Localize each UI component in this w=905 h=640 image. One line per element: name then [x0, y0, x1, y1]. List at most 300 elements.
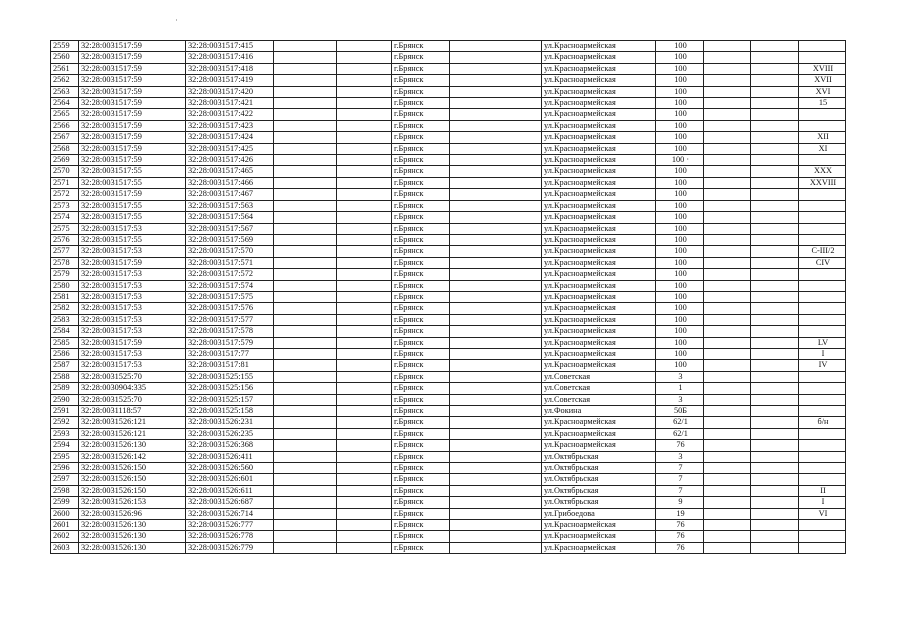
- object-cadastral-number-cell: 32:28:0031526:560: [186, 463, 274, 474]
- room-number-cell: [799, 371, 846, 382]
- house-number-cell: 62/1: [656, 428, 704, 439]
- table-row: [51, 257, 846, 268]
- row-number-cell: 2593: [51, 428, 79, 439]
- table-row: [51, 497, 846, 508]
- empty-cell: [704, 520, 751, 531]
- row-number-cell: 2561: [51, 63, 79, 74]
- object-cadastral-number-cell: 32:28:0031526:611: [186, 485, 274, 496]
- table-row: [51, 86, 846, 97]
- empty-cell: [450, 200, 542, 211]
- table-row: [51, 166, 846, 177]
- table-row: [51, 280, 846, 291]
- table-row: [51, 234, 846, 245]
- empty-cell: [337, 132, 392, 143]
- empty-cell: [450, 451, 542, 462]
- house-number-cell: 100: [656, 314, 704, 325]
- house-number-cell: 100: [656, 234, 704, 245]
- object-cadastral-number-cell: 32:28:0031517:422: [186, 109, 274, 120]
- empty-cell: [704, 166, 751, 177]
- empty-cell: [337, 189, 392, 200]
- street-cell: ул.Октябрьская: [542, 463, 656, 474]
- empty-cell: [450, 463, 542, 474]
- house-number-cell: 100: [656, 212, 704, 223]
- parcel-cadastral-number-cell: 32:28:0031526:150: [79, 485, 186, 496]
- table-row: [51, 212, 846, 223]
- empty-cell: [337, 120, 392, 131]
- row-number-cell: 2589: [51, 383, 79, 394]
- room-number-cell: [799, 531, 846, 542]
- empty-cell: [337, 474, 392, 485]
- object-cadastral-number-cell: 32:28:0031517:579: [186, 337, 274, 348]
- house-number-cell: 62/1: [656, 417, 704, 428]
- row-number-cell: 2563: [51, 86, 79, 97]
- parcel-cadastral-number-cell: 32:28:0031517:59: [79, 63, 186, 74]
- register-sheet: [50, 40, 846, 554]
- empty-cell: [450, 246, 542, 257]
- empty-cell: [704, 212, 751, 223]
- table-row: [51, 428, 846, 439]
- parcel-cadastral-number-cell: 32:28:0031517:59: [79, 120, 186, 131]
- city-cell: г.Брянск: [392, 166, 450, 177]
- empty-cell: [704, 63, 751, 74]
- row-number-cell: 2585: [51, 337, 79, 348]
- house-number-cell: 100: [656, 280, 704, 291]
- row-number-cell: 2599: [51, 497, 79, 508]
- city-cell: г.Брянск: [392, 52, 450, 63]
- empty-cell: [274, 234, 337, 245]
- empty-cell: [704, 132, 751, 143]
- empty-cell: [274, 314, 337, 325]
- empty-cell: [704, 451, 751, 462]
- object-cadastral-number-cell: 32:28:0031526:601: [186, 474, 274, 485]
- street-cell: ул.Красноармейская: [542, 269, 656, 280]
- house-number-cell: 100: [656, 348, 704, 359]
- house-number-cell: 9: [656, 497, 704, 508]
- object-cadastral-number-cell: 32:28:0031517:415: [186, 41, 274, 52]
- house-number-cell: 100 ·: [656, 155, 704, 166]
- object-cadastral-number-cell: 32:28:0031517:571: [186, 257, 274, 268]
- table-row: [51, 360, 846, 371]
- empty-cell: [450, 132, 542, 143]
- empty-cell: [450, 348, 542, 359]
- empty-cell: [704, 383, 751, 394]
- empty-cell: [704, 86, 751, 97]
- house-number-cell: 100: [656, 98, 704, 109]
- city-cell: г.Брянск: [392, 371, 450, 382]
- empty-cell: [337, 200, 392, 211]
- empty-cell: [450, 337, 542, 348]
- parcel-cadastral-number-cell: 32:28:0031517:53: [79, 314, 186, 325]
- street-cell: ул.Красноармейская: [542, 109, 656, 120]
- empty-cell: [751, 542, 799, 553]
- empty-cell: [751, 143, 799, 154]
- row-number-cell: 2581: [51, 291, 79, 302]
- room-number-cell: [799, 326, 846, 337]
- empty-cell: [751, 314, 799, 325]
- object-cadastral-number-cell: 32:28:0031517:420: [186, 86, 274, 97]
- object-cadastral-number-cell: 32:28:0031526:235: [186, 428, 274, 439]
- empty-cell: [337, 314, 392, 325]
- cadastral-register-table: [50, 40, 846, 554]
- table-row: [51, 394, 846, 405]
- street-cell: ул.Красноармейская: [542, 326, 656, 337]
- house-number-cell: 19: [656, 508, 704, 519]
- city-cell: г.Брянск: [392, 41, 450, 52]
- row-number-cell: 2598: [51, 485, 79, 496]
- parcel-cadastral-number-cell: 32:28:0031517:59: [79, 98, 186, 109]
- row-number-cell: 2590: [51, 394, 79, 405]
- house-number-cell: 1: [656, 383, 704, 394]
- object-cadastral-number-cell: 32:28:0031517:77: [186, 348, 274, 359]
- empty-cell: [337, 109, 392, 120]
- city-cell: г.Брянск: [392, 98, 450, 109]
- empty-cell: [337, 269, 392, 280]
- empty-cell: [274, 257, 337, 268]
- street-cell: ул.Красноармейская: [542, 246, 656, 257]
- parcel-cadastral-number-cell: 32:28:0031517:53: [79, 246, 186, 257]
- row-number-cell: 2568: [51, 143, 79, 154]
- object-cadastral-number-cell: 32:28:0031517:423: [186, 120, 274, 131]
- house-number-cell: 100: [656, 166, 704, 177]
- row-number-cell: 2602: [51, 531, 79, 542]
- empty-cell: [274, 280, 337, 291]
- empty-cell: [751, 257, 799, 268]
- parcel-cadastral-number-cell: 32:28:0031517:55: [79, 177, 186, 188]
- table-row: [51, 371, 846, 382]
- room-number-cell: [799, 394, 846, 405]
- house-number-cell: 100: [656, 109, 704, 120]
- empty-cell: [450, 371, 542, 382]
- empty-cell: [704, 485, 751, 496]
- empty-cell: [704, 257, 751, 268]
- house-number-cell: 7: [656, 463, 704, 474]
- parcel-cadastral-number-cell: 32:28:0030904:335: [79, 383, 186, 394]
- empty-cell: [751, 212, 799, 223]
- empty-cell: [704, 75, 751, 86]
- street-cell: ул.Красноармейская: [542, 63, 656, 74]
- room-number-cell: [799, 291, 846, 302]
- street-cell: ул.Красноармейская: [542, 417, 656, 428]
- row-number-cell: 2592: [51, 417, 79, 428]
- parcel-cadastral-number-cell: 32:28:0031526:130: [79, 531, 186, 542]
- empty-cell: [704, 177, 751, 188]
- city-cell: г.Брянск: [392, 348, 450, 359]
- empty-cell: [704, 474, 751, 485]
- parcel-cadastral-number-cell: 32:28:0031526:96: [79, 508, 186, 519]
- parcel-cadastral-number-cell: 32:28:0031526:153: [79, 497, 186, 508]
- city-cell: г.Брянск: [392, 109, 450, 120]
- house-number-cell: 50Б: [656, 406, 704, 417]
- parcel-cadastral-number-cell: 32:28:0031517:53: [79, 326, 186, 337]
- table-row: [51, 303, 846, 314]
- street-cell: ул.Красноармейская: [542, 86, 656, 97]
- table-row: [51, 348, 846, 359]
- parcel-cadastral-number-cell: 32:28:0031525:70: [79, 371, 186, 382]
- street-cell: ул.Красноармейская: [542, 120, 656, 131]
- row-number-cell: 2580: [51, 280, 79, 291]
- house-number-cell: 100: [656, 257, 704, 268]
- house-number-cell: 100: [656, 303, 704, 314]
- empty-cell: [337, 406, 392, 417]
- table-row: [51, 52, 846, 63]
- empty-cell: [450, 269, 542, 280]
- empty-cell: [751, 86, 799, 97]
- row-number-cell: 2579: [51, 269, 79, 280]
- city-cell: г.Брянск: [392, 189, 450, 200]
- house-number-cell: 100: [656, 291, 704, 302]
- city-cell: г.Брянск: [392, 303, 450, 314]
- parcel-cadastral-number-cell: 32:28:0031517:59: [79, 155, 186, 166]
- room-number-cell: [799, 200, 846, 211]
- empty-cell: [704, 120, 751, 131]
- table-row: [51, 98, 846, 109]
- city-cell: г.Брянск: [392, 257, 450, 268]
- street-cell: ул.Октябрьская: [542, 485, 656, 496]
- street-cell: ул.Советская: [542, 394, 656, 405]
- empty-cell: [337, 428, 392, 439]
- table-row: [51, 291, 846, 302]
- parcel-cadastral-number-cell: 32:28:0031526:150: [79, 474, 186, 485]
- room-number-cell: XVIII: [799, 63, 846, 74]
- object-cadastral-number-cell: 32:28:0031517:569: [186, 234, 274, 245]
- room-number-cell: [799, 280, 846, 291]
- room-number-cell: [799, 474, 846, 485]
- street-cell: ул.Красноармейская: [542, 428, 656, 439]
- empty-cell: [450, 291, 542, 302]
- object-cadastral-number-cell: 32:28:0031517:576: [186, 303, 274, 314]
- object-cadastral-number-cell: 32:28:0031517:575: [186, 291, 274, 302]
- row-number-cell: 2578: [51, 257, 79, 268]
- parcel-cadastral-number-cell: 32:28:0031517:59: [79, 41, 186, 52]
- row-number-cell: 2603: [51, 542, 79, 553]
- room-number-cell: VI: [799, 508, 846, 519]
- object-cadastral-number-cell: 32:28:0031517:578: [186, 326, 274, 337]
- empty-cell: [450, 417, 542, 428]
- empty-cell: [337, 166, 392, 177]
- object-cadastral-number-cell: 32:28:0031517:424: [186, 132, 274, 143]
- object-cadastral-number-cell: 32:28:0031517:570: [186, 246, 274, 257]
- empty-cell: [704, 291, 751, 302]
- empty-cell: [274, 75, 337, 86]
- house-number-cell: 3: [656, 451, 704, 462]
- house-number-cell: 100: [656, 246, 704, 257]
- room-number-cell: XXVIII: [799, 177, 846, 188]
- empty-cell: [704, 428, 751, 439]
- empty-cell: [751, 166, 799, 177]
- empty-cell: [751, 531, 799, 542]
- empty-cell: [274, 451, 337, 462]
- room-number-cell: [799, 120, 846, 131]
- street-cell: ул.Советская: [542, 371, 656, 382]
- empty-cell: [274, 52, 337, 63]
- empty-cell: [704, 269, 751, 280]
- table-row: [51, 383, 846, 394]
- house-number-cell: 100: [656, 337, 704, 348]
- city-cell: г.Брянск: [392, 406, 450, 417]
- object-cadastral-number-cell: 32:28:0031525:156: [186, 383, 274, 394]
- table-row: [51, 474, 846, 485]
- empty-cell: [704, 394, 751, 405]
- house-number-cell: 100: [656, 41, 704, 52]
- empty-cell: [274, 246, 337, 257]
- object-cadastral-number-cell: 32:28:0031526:687: [186, 497, 274, 508]
- street-cell: ул.Октябрьская: [542, 497, 656, 508]
- empty-cell: [337, 348, 392, 359]
- house-number-cell: 100: [656, 132, 704, 143]
- object-cadastral-number-cell: 32:28:0031517:81: [186, 360, 274, 371]
- parcel-cadastral-number-cell: 32:28:0031517:59: [79, 52, 186, 63]
- empty-cell: [751, 280, 799, 291]
- empty-cell: [337, 520, 392, 531]
- empty-cell: [704, 440, 751, 451]
- house-number-cell: 3: [656, 394, 704, 405]
- empty-cell: [337, 291, 392, 302]
- table-row: [51, 531, 846, 542]
- empty-cell: [337, 371, 392, 382]
- empty-cell: [450, 303, 542, 314]
- city-cell: г.Брянск: [392, 474, 450, 485]
- city-cell: г.Брянск: [392, 212, 450, 223]
- room-number-cell: С-III/2: [799, 246, 846, 257]
- house-number-cell: 100: [656, 189, 704, 200]
- parcel-cadastral-number-cell: 32:28:0031517:55: [79, 166, 186, 177]
- empty-cell: [274, 166, 337, 177]
- object-cadastral-number-cell: 32:28:0031517:421: [186, 98, 274, 109]
- city-cell: г.Брянск: [392, 63, 450, 74]
- parcel-cadastral-number-cell: 32:28:0031517:53: [79, 280, 186, 291]
- row-number-cell: 2565: [51, 109, 79, 120]
- table-row: [51, 155, 846, 166]
- row-number-cell: 2567: [51, 132, 79, 143]
- room-number-cell: [799, 269, 846, 280]
- table-body: [51, 41, 846, 554]
- street-cell: ул.Красноармейская: [542, 314, 656, 325]
- room-number-cell: [799, 440, 846, 451]
- empty-cell: [704, 406, 751, 417]
- street-cell: ул.Красноармейская: [542, 143, 656, 154]
- empty-cell: [274, 542, 337, 553]
- empty-cell: [450, 120, 542, 131]
- empty-cell: [450, 394, 542, 405]
- empty-cell: [274, 189, 337, 200]
- parcel-cadastral-number-cell: 32:28:0031517:53: [79, 303, 186, 314]
- empty-cell: [337, 223, 392, 234]
- room-number-cell: [799, 383, 846, 394]
- parcel-cadastral-number-cell: 32:28:0031118:57: [79, 406, 186, 417]
- empty-cell: [704, 531, 751, 542]
- table-row: [51, 542, 846, 553]
- table-row: [51, 440, 846, 451]
- empty-cell: [704, 371, 751, 382]
- empty-cell: [337, 155, 392, 166]
- empty-cell: [274, 406, 337, 417]
- house-number-cell: 100: [656, 143, 704, 154]
- empty-cell: [337, 508, 392, 519]
- empty-cell: [274, 177, 337, 188]
- table-row: [51, 314, 846, 325]
- parcel-cadastral-number-cell: 32:28:0031517:53: [79, 223, 186, 234]
- empty-cell: [751, 337, 799, 348]
- row-number-cell: 2559: [51, 41, 79, 52]
- room-number-cell: XVII: [799, 75, 846, 86]
- parcel-cadastral-number-cell: 32:28:0031526:150: [79, 463, 186, 474]
- row-number-cell: 2571: [51, 177, 79, 188]
- empty-cell: [337, 86, 392, 97]
- city-cell: г.Брянск: [392, 200, 450, 211]
- empty-cell: [450, 212, 542, 223]
- city-cell: г.Брянск: [392, 143, 450, 154]
- object-cadastral-number-cell: 32:28:0031517:466: [186, 177, 274, 188]
- room-number-cell: XII: [799, 132, 846, 143]
- empty-cell: [450, 474, 542, 485]
- empty-cell: [274, 143, 337, 154]
- room-number-cell: [799, 41, 846, 52]
- row-number-cell: 2564: [51, 98, 79, 109]
- street-cell: ул.Красноармейская: [542, 41, 656, 52]
- empty-cell: [337, 280, 392, 291]
- empty-cell: [450, 257, 542, 268]
- room-number-cell: [799, 212, 846, 223]
- row-number-cell: 2591: [51, 406, 79, 417]
- empty-cell: [274, 326, 337, 337]
- empty-cell: [337, 98, 392, 109]
- empty-cell: [274, 520, 337, 531]
- row-number-cell: 2584: [51, 326, 79, 337]
- empty-cell: [450, 143, 542, 154]
- empty-cell: [337, 417, 392, 428]
- parcel-cadastral-number-cell: 32:28:0031517:53: [79, 348, 186, 359]
- empty-cell: [751, 326, 799, 337]
- empty-cell: [450, 485, 542, 496]
- parcel-cadastral-number-cell: 32:28:0031517:55: [79, 234, 186, 245]
- city-cell: г.Брянск: [392, 428, 450, 439]
- object-cadastral-number-cell: 32:28:0031517:465: [186, 166, 274, 177]
- empty-cell: [704, 200, 751, 211]
- parcel-cadastral-number-cell: 32:28:0031517:55: [79, 200, 186, 211]
- room-number-cell: XXX: [799, 166, 846, 177]
- street-cell: ул.Красноармейская: [542, 531, 656, 542]
- empty-cell: [274, 348, 337, 359]
- empty-cell: [704, 508, 751, 519]
- empty-cell: [751, 463, 799, 474]
- empty-cell: [337, 383, 392, 394]
- object-cadastral-number-cell: 32:28:0031526:778: [186, 531, 274, 542]
- house-number-cell: 100: [656, 177, 704, 188]
- street-cell: ул.Советская: [542, 383, 656, 394]
- empty-cell: [751, 474, 799, 485]
- empty-cell: [704, 246, 751, 257]
- table-row: [51, 269, 846, 280]
- house-number-cell: 76: [656, 440, 704, 451]
- street-cell: ул.Фокина: [542, 406, 656, 417]
- table-row: [51, 520, 846, 531]
- empty-cell: [337, 257, 392, 268]
- empty-cell: [751, 132, 799, 143]
- city-cell: г.Брянск: [392, 383, 450, 394]
- empty-cell: [704, 348, 751, 359]
- empty-cell: [337, 542, 392, 553]
- empty-cell: [274, 155, 337, 166]
- empty-cell: [450, 520, 542, 531]
- table-row: [51, 463, 846, 474]
- empty-cell: [450, 41, 542, 52]
- empty-cell: [704, 463, 751, 474]
- empty-cell: [751, 348, 799, 359]
- empty-cell: [751, 52, 799, 63]
- parcel-cadastral-number-cell: 32:28:0031517:59: [79, 109, 186, 120]
- parcel-cadastral-number-cell: 32:28:0031526:130: [79, 440, 186, 451]
- room-number-cell: [799, 52, 846, 63]
